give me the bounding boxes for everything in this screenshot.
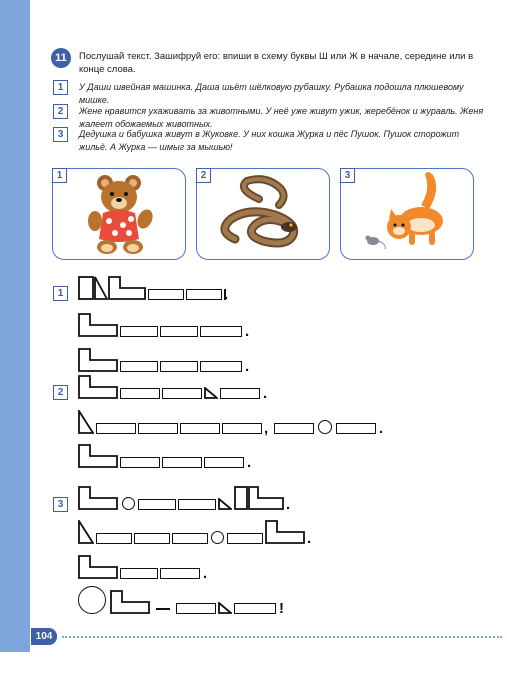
scheme-row	[78, 313, 258, 340]
scheme-rect	[274, 423, 314, 434]
scheme-l-shape	[78, 313, 118, 337]
scheme-circle	[122, 497, 135, 510]
scheme-rect	[96, 423, 136, 434]
scheme-small-triangle	[218, 602, 232, 614]
scheme-l-shape	[78, 486, 118, 510]
story-number-1: 1	[53, 80, 68, 95]
picture-card-2	[196, 168, 330, 260]
scheme-rect	[120, 388, 160, 399]
scheme-period: .	[286, 496, 291, 513]
scheme-rect	[96, 533, 132, 544]
scheme-period: .	[245, 323, 250, 340]
scheme-period: .	[263, 385, 268, 402]
scheme-rect	[222, 423, 262, 434]
scheme-period: .	[379, 420, 384, 437]
scheme-rect	[176, 603, 216, 614]
scheme-triangle	[78, 410, 94, 434]
scheme-rect	[227, 533, 263, 544]
cat-and-mouse-icon	[341, 169, 473, 259]
scheme-row	[78, 276, 238, 303]
scheme-row	[78, 555, 238, 582]
scheme-comma: ,	[264, 420, 269, 437]
scheme-row	[78, 444, 278, 471]
scheme-period: .	[247, 454, 252, 471]
picture-card-3	[340, 168, 474, 260]
story-text-3: Дедушка и бабушка живут в Жуковке. У них кошка Журка и пёс Пушок. Пушок сторожит жильё. А Журка — шмыг за мышью!	[79, 129, 460, 152]
scheme-dash	[156, 608, 170, 610]
story-text-1: У Даши швейная машинка. Даша шьёт шёлковую рубашку. Рубашка подошла плюшевому мишке.	[79, 82, 464, 105]
picture-number-1: 1	[52, 168, 67, 183]
scheme-row	[78, 348, 258, 375]
scheme-group-number-1: 1	[53, 286, 68, 301]
scheme-l-shape	[248, 486, 284, 510]
scheme-rect	[120, 361, 158, 372]
scheme-group-number-2: 2	[53, 385, 68, 400]
scheme-rect	[160, 326, 198, 337]
story-text-2: Жене нравится ухаживать за животными. У неё уже живут ужик, жеребёнок и журавль. Женя жалеет обожаемых животных.	[79, 106, 484, 129]
scheme-rect	[138, 423, 178, 434]
scheme-circle	[211, 531, 224, 544]
scheme-rect	[180, 423, 220, 434]
scheme-l-shape	[265, 520, 305, 544]
scheme-rect	[160, 361, 198, 372]
scheme-l-shape	[78, 444, 118, 468]
scheme-rect	[204, 457, 244, 468]
scheme-row	[78, 520, 338, 547]
teddy-bear-icon	[53, 169, 185, 259]
scheme-small-triangle	[218, 498, 232, 510]
scheme-period: .	[307, 530, 312, 547]
scheme-rect	[234, 603, 276, 614]
scheme-tall-rect	[78, 276, 94, 300]
task-number-badge: 11	[51, 48, 71, 68]
scheme-tall-rect	[234, 486, 248, 510]
scheme-period: .	[224, 286, 229, 303]
scheme-rect	[186, 289, 222, 300]
scheme-l-shape	[78, 375, 118, 399]
task-instruction: Послушай текст. Зашифруй его: впиши в схему буквы Ш или Ж в начале, середине или в конце слова.	[79, 51, 474, 75]
scheme-row	[78, 375, 278, 402]
snake-icon	[197, 169, 329, 259]
footer-dotted-line	[62, 636, 502, 638]
scheme-rect	[162, 457, 202, 468]
scheme-small-triangle	[204, 387, 218, 399]
scheme-rect	[200, 326, 242, 337]
scheme-rect	[200, 361, 242, 372]
story-number-2: 2	[53, 104, 68, 119]
left-margin-strip	[0, 0, 30, 652]
scheme-big-circle	[78, 586, 106, 614]
scheme-rect	[120, 457, 160, 468]
picture-card-1	[52, 168, 186, 260]
scheme-circle	[318, 420, 332, 434]
scheme-rect	[336, 423, 376, 434]
scheme-rect	[148, 289, 184, 300]
page-number: 104	[31, 628, 57, 645]
scheme-row	[78, 586, 318, 617]
scheme-l-shape	[78, 348, 118, 372]
scheme-row	[78, 410, 398, 437]
scheme-rect	[120, 568, 158, 579]
scheme-period: .	[203, 565, 208, 582]
scheme-exclamation: !	[279, 600, 284, 617]
scheme-rect	[138, 499, 176, 510]
scheme-rect	[162, 388, 202, 399]
scheme-triangle	[78, 520, 94, 544]
scheme-rect	[178, 499, 216, 510]
scheme-group-number-3: 3	[53, 497, 68, 512]
story-number-3: 3	[53, 127, 68, 142]
picture-number-2: 2	[196, 168, 211, 183]
scheme-period: .	[245, 358, 250, 375]
scheme-triangle	[94, 276, 108, 300]
scheme-rect	[120, 326, 158, 337]
scheme-rect	[172, 533, 208, 544]
scheme-l-shape	[108, 276, 146, 300]
scheme-rect	[220, 388, 260, 399]
scheme-l-shape	[78, 555, 118, 579]
picture-number-3: 3	[340, 168, 355, 183]
scheme-l-shape	[110, 590, 150, 614]
scheme-rect	[134, 533, 170, 544]
scheme-rect	[160, 568, 200, 579]
scheme-row	[78, 486, 318, 513]
